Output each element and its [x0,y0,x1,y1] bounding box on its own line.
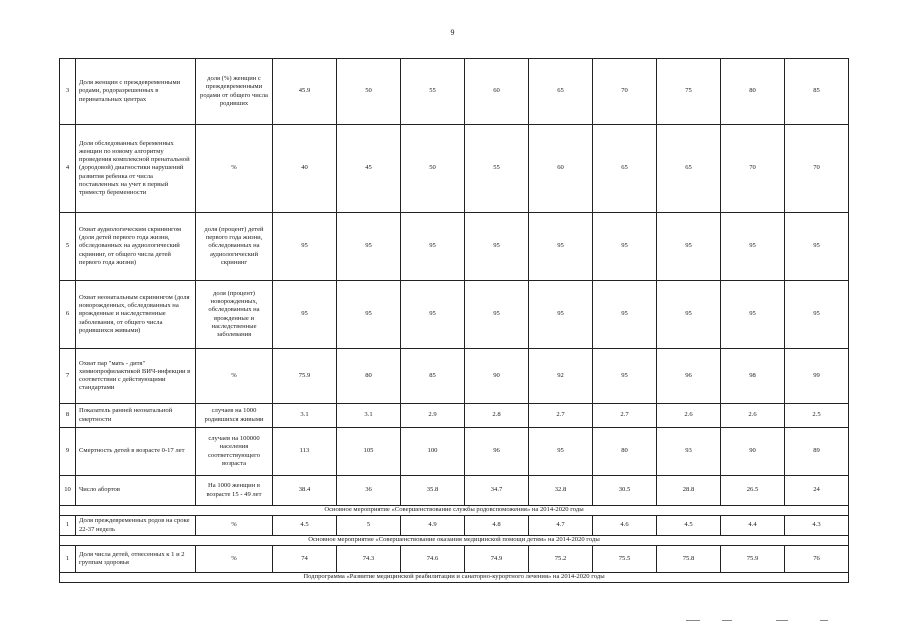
unit-cell: % [196,546,273,573]
value-cell: 50 [337,59,401,125]
value-cell: 26.5 [721,476,785,506]
value-cell: 74 [273,546,337,573]
unit-cell: На 1000 женщин в возрасте 15 - 49 лет [196,476,273,506]
table-row [60,59,849,125]
value-cell: 113 [273,428,337,476]
value-cell: 50 [401,125,465,213]
value-cell: 65 [657,125,721,213]
value-cell: 2.6 [657,404,721,428]
value-cell: 95 [465,213,529,281]
table-row [60,428,849,476]
value-cell: 74.3 [337,546,401,573]
value-cell: 3.1 [337,404,401,428]
table-row [60,404,849,428]
value-cell: 2.8 [465,404,529,428]
value-cell: 80 [593,428,657,476]
value-cell: 96 [465,428,529,476]
value-cell: 95 [721,213,785,281]
edge-mark [722,620,732,621]
value-cell: 35.8 [401,476,465,506]
value-cell: 4.5 [273,516,337,536]
value-cell: 95 [465,281,529,349]
value-cell: 95 [273,213,337,281]
value-cell: 4.9 [401,516,465,536]
section-row [60,573,849,583]
value-cell: 95 [337,281,401,349]
indicator-name: Охват пар "мать - дитя" химиопрофилактикой ВИЧ-инфекции в соответствии с действующими стандартами [76,349,196,404]
row-number: 1 [60,546,76,573]
unit-cell: случаев на 100000 населения соответствующего возраста [196,428,273,476]
table-row [60,476,849,506]
value-cell: 93 [657,428,721,476]
value-cell: 70 [785,125,849,213]
indicator-name: Охват неонатальным скринингом (доля новорожденных, обследованных на врожденные и наследственные заболевания, от общего числа родившихся живыми) [76,281,196,349]
value-cell: 34.7 [465,476,529,506]
value-cell: 28.8 [657,476,721,506]
value-cell: 95 [593,349,657,404]
value-cell: 4.7 [529,516,593,536]
value-cell: 74.6 [401,546,465,573]
value-cell: 70 [593,59,657,125]
row-number: 6 [60,281,76,349]
value-cell: 65 [529,59,593,125]
section-row [60,536,849,546]
value-cell: 30.5 [593,476,657,506]
value-cell: 4.4 [721,516,785,536]
value-cell: 2.7 [593,404,657,428]
row-number: 10 [60,476,76,506]
unit-cell: случаев на 1000 родившихся живыми [196,404,273,428]
value-cell: 75.5 [593,546,657,573]
unit-cell: % [196,349,273,404]
value-cell: 3.1 [273,404,337,428]
table-row [60,281,849,349]
row-number: 8 [60,404,76,428]
value-cell: 45.9 [273,59,337,125]
value-cell: 95 [785,213,849,281]
value-cell: 95 [529,213,593,281]
value-cell: 70 [721,125,785,213]
row-number: 1 [60,516,76,536]
section-row [60,506,849,516]
value-cell: 95 [657,281,721,349]
value-cell: 95 [529,281,593,349]
value-cell: 98 [721,349,785,404]
value-cell: 105 [337,428,401,476]
value-cell: 36 [337,476,401,506]
unit-cell: доля (%) женщин с преждевременными родами от общего числа родивших [196,59,273,125]
table-row [60,125,849,213]
value-cell: 74.9 [465,546,529,573]
value-cell: 100 [401,428,465,476]
value-cell: 32.8 [529,476,593,506]
value-cell: 75.2 [529,546,593,573]
section-title: Основное мероприятие «Совершенствование службы родовспоможения» на 2014-2020 годы [60,506,849,516]
value-cell: 95 [657,213,721,281]
value-cell: 76 [785,546,849,573]
value-cell: 2.6 [721,404,785,428]
table-row [60,213,849,281]
value-cell: 2.9 [401,404,465,428]
value-cell: 95 [529,428,593,476]
table-row [60,546,849,573]
value-cell: 38.4 [273,476,337,506]
row-number: 3 [60,59,76,125]
value-cell: 4.6 [593,516,657,536]
value-cell: 92 [529,349,593,404]
value-cell: 75.9 [273,349,337,404]
value-cell: 95 [721,281,785,349]
indicator-name: Охват аудиологическим скринингом (доля детей первого года жизни, обследованных на аудиологический скрининг, от общего числа детей первого года жизни) [76,213,196,281]
value-cell: 99 [785,349,849,404]
row-number: 9 [60,428,76,476]
row-number: 5 [60,213,76,281]
value-cell: 80 [721,59,785,125]
value-cell: 65 [593,125,657,213]
value-cell: 75.8 [657,546,721,573]
value-cell: 4.8 [465,516,529,536]
value-cell: 5 [337,516,401,536]
indicator-name: Доля числа детей, отнесенных к 1 и 2 группам здоровья [76,546,196,573]
indicator-name: Число абортов [76,476,196,506]
value-cell: 24 [785,476,849,506]
indicator-name: Доля женщин с преждевременными родами, родоразрешенных в перинатальных центрах [76,59,196,125]
indicators-table [59,58,849,583]
value-cell: 4.5 [657,516,721,536]
value-cell: 45 [337,125,401,213]
indicator-name: Доля преждевременных родов на сроке 22-37 недель [76,516,196,536]
edge-mark [686,620,700,621]
value-cell: 75.9 [721,546,785,573]
unit-cell: доля (процент) новорожденных, обследованных на врожденные и наследственные заболевания [196,281,273,349]
value-cell: 55 [401,59,465,125]
indicator-name: Показатель ранней неонатальной смертности [76,404,196,428]
value-cell: 75 [657,59,721,125]
row-number: 7 [60,349,76,404]
value-cell: 2.5 [785,404,849,428]
value-cell: 85 [785,59,849,125]
value-cell: 95 [593,213,657,281]
value-cell: 89 [785,428,849,476]
table-row [60,516,849,536]
value-cell: 4.3 [785,516,849,536]
unit-cell: % [196,516,273,536]
value-cell: 95 [785,281,849,349]
page-number: 9 [450,28,455,37]
indicator-name: Смертность детей в возрасте 0-17 лет [76,428,196,476]
value-cell: 95 [401,213,465,281]
value-cell: 96 [657,349,721,404]
value-cell: 95 [273,281,337,349]
value-cell: 90 [465,349,529,404]
value-cell: 2.7 [529,404,593,428]
value-cell: 80 [337,349,401,404]
value-cell: 95 [593,281,657,349]
value-cell: 95 [337,213,401,281]
edge-mark [820,620,828,621]
value-cell: 55 [465,125,529,213]
value-cell: 60 [529,125,593,213]
value-cell: 95 [401,281,465,349]
edge-mark [776,620,788,621]
table-row [60,349,849,404]
indicator-name: Доля обследованных беременных женщин по новому алгоритму проведения комплексной пренатальной (дородовой) диагностики нарушений развития ребенка от числа поставленных на учет в первый триместр беременности [76,125,196,213]
section-title: Подпрограмма «Развитие медицинской реабилитации и санаторно-курортного лечения» на 2014-2020 годы [60,573,849,583]
value-cell: 90 [721,428,785,476]
section-title: Основное мероприятие «Совершенствование оказания медицинской помощи детям» на 2014-2020 годы [60,536,849,546]
value-cell: 60 [465,59,529,125]
unit-cell: % [196,125,273,213]
row-number: 4 [60,125,76,213]
value-cell: 40 [273,125,337,213]
unit-cell: доля (процент) детей первого года жизни, обследованных на аудиологический скрининг [196,213,273,281]
value-cell: 85 [401,349,465,404]
